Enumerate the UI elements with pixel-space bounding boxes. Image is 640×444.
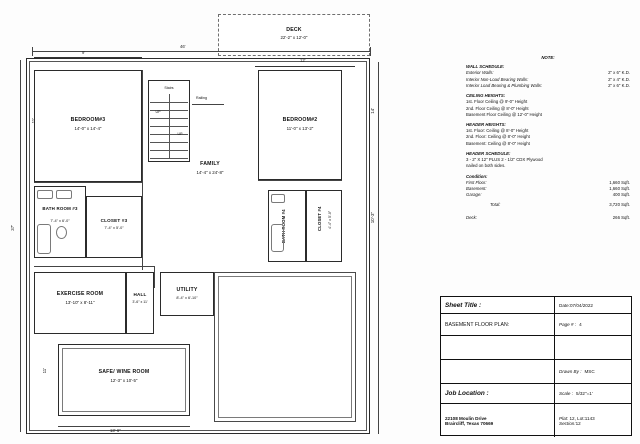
header-schedule-row-1: nailed on both sides. bbox=[466, 163, 506, 169]
dimension-line-right bbox=[378, 62, 379, 434]
address-line-2: Braircliff, Texas 70669 bbox=[445, 420, 494, 426]
title-block bbox=[440, 296, 632, 436]
room-bedroom-2-dims: 11'-0" x 13'-2" bbox=[286, 126, 314, 131]
section-value: 12 bbox=[575, 420, 581, 426]
scale-label: Scale : bbox=[559, 391, 574, 396]
room-bedroom-3-label: BEDROOM#3 bbox=[70, 117, 106, 123]
room-family-label: FAMILY bbox=[200, 161, 220, 167]
toilet-fixture bbox=[56, 226, 67, 239]
room-deck-label: DECK bbox=[286, 27, 302, 33]
ceiling-row-0: 1st. Floor Ceiling @ 9'-0" Height bbox=[466, 99, 528, 105]
ceiling-row-2: Basement Floor Ceiling @ 12'-0" Height bbox=[466, 111, 542, 117]
header-height-row-2: Basement: Ceiling @ 8'-0" Height bbox=[466, 140, 530, 146]
wall-row-0-value: 2" x 6" K.D. bbox=[608, 70, 630, 76]
dimension-line-bottom bbox=[58, 426, 190, 427]
page-value: 4 bbox=[579, 322, 582, 327]
wall-row-1-label: Interior Non-Load Bearing Walls: bbox=[466, 76, 529, 82]
condition-row-1-value: 1,660 Sqft. bbox=[609, 185, 630, 191]
sink-fixture-1 bbox=[37, 190, 53, 199]
condition-deck-value: 266 Sqft. bbox=[612, 214, 630, 220]
condition-row-2-value: 400 Sqft. bbox=[612, 192, 630, 198]
room-exercise-dims: 13'-10" x 8'-11" bbox=[65, 300, 95, 305]
room-hall-dims: 3'-6" x 11' bbox=[132, 300, 148, 304]
drawn-by-label: Drawn By : bbox=[559, 369, 582, 374]
lower-right-zone-inner bbox=[218, 276, 352, 418]
stairs-up-label-1: UP bbox=[155, 110, 161, 114]
stair-treads bbox=[150, 94, 188, 158]
dimension-top-right: 12' bbox=[300, 58, 306, 63]
header-schedule-row-0: 3 - 2" X 12" PLUS 2 - 1/2" CDX Plywood bbox=[466, 157, 543, 163]
stairs-label: Stairs bbox=[164, 86, 174, 90]
dimension-left-outer: 37' bbox=[10, 225, 15, 231]
room-bath-4-label: BATH ROOM #4 bbox=[281, 209, 286, 243]
sheet-title-label: Sheet Title : bbox=[445, 301, 482, 309]
condition-row-0-value: 1,660 Sqft. bbox=[609, 179, 630, 185]
notes-title: NOTE: bbox=[541, 55, 555, 60]
condition-row-1-label: Basement: bbox=[466, 185, 487, 191]
header-schedule-heading: HEADER SCHEDULE: bbox=[466, 150, 511, 156]
railing-label: Railing bbox=[196, 96, 207, 100]
scale-value: 5/32"=1' bbox=[576, 391, 593, 396]
room-hall-label: HALL bbox=[133, 292, 147, 297]
plat-label: Plat: bbox=[559, 415, 569, 421]
room-safe-wine-label: SAFE/ WINE ROOM bbox=[98, 369, 150, 375]
railing-line bbox=[192, 104, 224, 105]
condition-heading: Condition: bbox=[466, 173, 488, 179]
notes-block bbox=[466, 55, 630, 221]
room-family-dims: 14'-4" x 24'-8" bbox=[196, 170, 224, 175]
condition-total-label: Total: bbox=[490, 202, 501, 208]
wall-row-2-value: 2" x 6" K.D. bbox=[608, 82, 630, 88]
sink-fixture-3 bbox=[271, 194, 285, 203]
room-bedroom-2 bbox=[258, 70, 342, 180]
sink-fixture-2 bbox=[56, 190, 72, 199]
room-bath-3-label: BATH ROOM #3 bbox=[42, 206, 78, 211]
dimension-bottom-left: 11' bbox=[42, 368, 47, 374]
dimension-right-upper: 14' bbox=[370, 108, 375, 114]
condition-deck-label: Deck: bbox=[466, 214, 477, 220]
condition-total-value: 3,720 Sqft. bbox=[609, 202, 630, 208]
room-bath-3-dims: 7'-4" x 6'-0" bbox=[50, 219, 70, 223]
ceiling-row-1: 2nd. Floor Ceiling @ 8'-0" Height bbox=[466, 105, 529, 111]
room-deck-dims: 22'-2" x 12'-0" bbox=[280, 35, 308, 40]
header-height-row-0: 1st. Floor: Ceiling @ 8'-0" Height bbox=[466, 128, 529, 134]
page-label: Page # : bbox=[559, 322, 577, 327]
dimension-right-lower: 10'-3" bbox=[370, 212, 375, 224]
room-exercise-label: EXERCISE ROOM bbox=[56, 291, 104, 297]
wall-row-0-label: Exterior Walls: bbox=[466, 70, 494, 76]
header-heights-heading: HEADER HEIGHTS: bbox=[466, 121, 506, 127]
job-location-label: Job Location : bbox=[445, 390, 489, 397]
room-utility-label: UTILITY bbox=[176, 287, 198, 293]
room-utility-dims: 8'-4" x 6'-10" bbox=[176, 296, 198, 300]
condition-row-2-label: Garage: bbox=[466, 192, 482, 198]
dimension-top-left: 9' bbox=[82, 50, 86, 55]
bathtub-fixture-2 bbox=[271, 224, 284, 252]
room-bedroom-3-dims: 14'-0" x 14'-4" bbox=[74, 126, 102, 131]
header-height-row-1: 2nd. Floor: Ceiling @ 8'-0" Height bbox=[466, 134, 530, 140]
wall-row-1-value: 2" x 4" K.D. bbox=[608, 76, 630, 82]
bathtub-fixture bbox=[37, 224, 51, 254]
room-closet-4-dims: 4'-4" x 5'-0" bbox=[328, 210, 332, 230]
ceiling-heights-heading: CEILING HEIGHTS: bbox=[466, 93, 506, 99]
dimension-bottom: 13'-6" bbox=[110, 428, 121, 433]
plat-value: 12, Lot:1143 bbox=[569, 415, 595, 421]
condition-row-0-label: First Floor: bbox=[466, 179, 487, 185]
wall-row-2-label: Interior Load Bearing & Plumbing Walls: bbox=[466, 82, 543, 88]
room-closet-3-dims: 7'-4" x 5'-0" bbox=[104, 226, 124, 230]
date-value: 07/04/2022 bbox=[569, 302, 593, 308]
dimension-top-deck: 46' bbox=[180, 44, 186, 49]
room-utility bbox=[160, 272, 214, 316]
wall-schedule-heading: WALL SCHEDULE: bbox=[466, 64, 505, 70]
drawn-by-value: MSC bbox=[584, 369, 595, 374]
room-safe-wine-dims: 12'-3" x 10'-5" bbox=[110, 378, 138, 383]
plan-name: BASEMENT FLOOR PLAN: bbox=[445, 321, 510, 328]
dimension-line-left bbox=[20, 60, 21, 432]
stairs-up-label-2: UP bbox=[177, 132, 183, 136]
section-label: Section: bbox=[559, 420, 576, 426]
address-line-1: 22108 Moulin Drive bbox=[445, 415, 487, 421]
room-bedroom-2-label: BEDROOM#2 bbox=[282, 117, 318, 123]
room-closet-4-label: CLOSET #4 bbox=[317, 206, 322, 232]
room-closet-3-label: CLOSET #3 bbox=[100, 218, 128, 223]
date-label: Date: bbox=[559, 302, 570, 308]
